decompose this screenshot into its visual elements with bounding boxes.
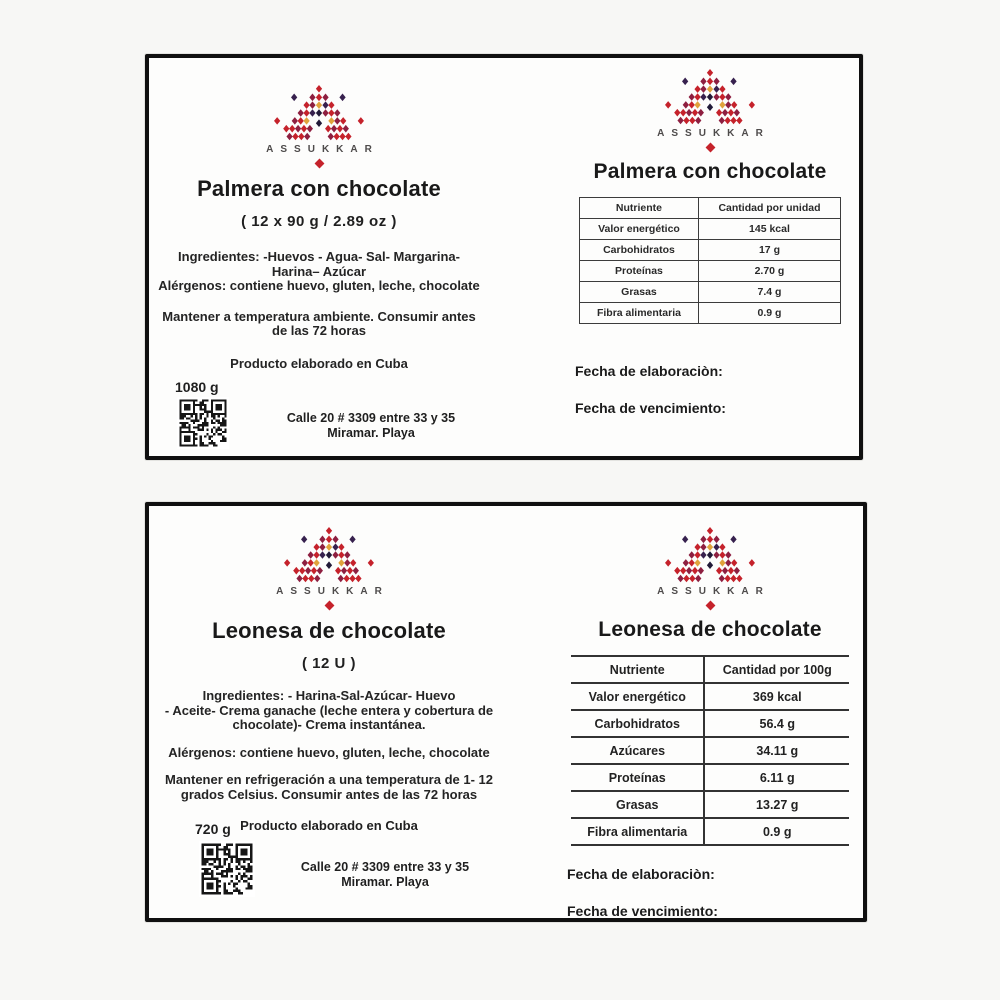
- storage-line: grados Celsius. Consumir antes de las 72 horas: [180, 786, 478, 802]
- fecha-vencimiento: Fecha de vencimiento:: [575, 400, 726, 416]
- leonesa-info-panel: [153, 506, 505, 918]
- storage-line: de las 72 horas: [272, 323, 366, 338]
- table-row: Fibra alimentaria 0.9 g: [571, 818, 849, 845]
- palmera-nutrition-panel: [561, 58, 859, 456]
- assukkar-logo-icon: [268, 84, 370, 142]
- fecha-elaboracion: Fecha de elaboraciòn:: [567, 866, 715, 882]
- col-header-cantidad: Cantidad por unidad: [698, 198, 840, 219]
- table-header-row: [571, 656, 849, 683]
- ingredients-line: chocolate)- Crema instantánea.: [232, 717, 426, 732]
- address-line: Miramar. Playa: [327, 426, 415, 440]
- brand-diamond-icon: [705, 601, 715, 611]
- qr-code-icon: [177, 397, 229, 449]
- qr-address-area: [153, 818, 505, 928]
- net-weight: 1080 g: [175, 379, 219, 395]
- brand-diamond-icon: [705, 143, 715, 153]
- product-title: Leonesa de chocolate: [212, 618, 446, 643]
- brand-wordmark: ASSUKKAR: [266, 144, 379, 155]
- assukkar-logo-icon: [278, 526, 380, 584]
- storage-line: Mantener a temperatura ambiente. Consumir antes: [162, 308, 476, 324]
- brand-diamond-icon: [324, 601, 334, 611]
- pack-size: ( 12 U ): [301, 655, 356, 672]
- ingredients-line: Harina– Azúcar: [271, 263, 367, 279]
- fecha-vencimiento: Fecha de vencimiento:: [567, 903, 718, 919]
- table-row: Valor energético 369 kcal: [571, 683, 849, 710]
- origin-block: [149, 357, 489, 372]
- nutrition-table: [579, 197, 841, 324]
- label-card-palmera: [145, 54, 863, 460]
- brand-wordmark: ASSUKKAR: [276, 586, 389, 597]
- col-header-nutriente: Nutriente: [571, 656, 704, 683]
- allergens-block: [153, 746, 505, 761]
- assukkar-logo-icon: [659, 526, 761, 584]
- address-line: Calle 20 # 3309 entre 33 y 35: [300, 860, 470, 874]
- ingredients-line: Ingredientes: -Huevos - Agua- Sal- Margarina-: [178, 249, 460, 264]
- origin-line: Producto elaborado en Cuba: [230, 355, 408, 371]
- table-row: Carbohidratos 17 g: [580, 240, 841, 261]
- table-row: Grasas 13.27 g: [571, 791, 849, 818]
- fecha-elaboracion: Fecha de elaboraciòn:: [575, 363, 723, 379]
- col-header-nutriente: Nutriente: [580, 198, 699, 219]
- address-block: [265, 860, 505, 890]
- nutrition-title: Leonesa de chocolate: [598, 618, 822, 641]
- brand-wordmark: ASSUKKAR: [657, 128, 770, 139]
- net-weight: 720 g: [195, 821, 231, 837]
- allergens-line: Alérgenos: contiene huevo, gluten, leche, chocolate: [168, 744, 490, 760]
- table-row: Proteínas 6.11 g: [571, 764, 849, 791]
- brand-diamond-icon: [314, 159, 324, 169]
- nutrition-table: [571, 655, 849, 846]
- table-header-row: [580, 198, 841, 219]
- brand-wordmark: ASSUKKAR: [657, 586, 770, 597]
- ingredients-line: Ingredientes: - Harina-Sal-Azúcar- Huevo: [202, 688, 456, 703]
- origin-line: Producto elaborado en Cuba: [240, 818, 418, 833]
- col-header-cantidad: Cantidad por 100g: [704, 656, 849, 683]
- table-row: Azúcares 34.11 g: [571, 737, 849, 764]
- storage-block: [149, 310, 489, 339]
- qr-code-icon: [199, 841, 255, 897]
- allergens-line: Alérgenos: contiene huevo, gluten, leche, chocolate: [158, 278, 480, 293]
- table-row: Grasas 7.4 g: [580, 282, 841, 303]
- label-card-leonesa: [145, 502, 867, 922]
- table-row: Valor energético 145 kcal: [580, 219, 841, 240]
- qr-address-area: [149, 375, 489, 475]
- palmera-info-panel: [149, 58, 489, 456]
- address-block: [251, 411, 491, 441]
- pack-size: ( 12 x 90 g / 2.89 oz ): [241, 213, 397, 230]
- product-title: Palmera con chocolate: [197, 176, 441, 201]
- leonesa-nutrition-panel: [559, 506, 861, 918]
- storage-line: Mantener en refrigeración a una temperatura de 1- 12: [165, 772, 493, 787]
- storage-block: [153, 773, 505, 802]
- table-row: Fibra alimentaria 0.9 g: [580, 303, 841, 324]
- table-row: Proteínas 2.70 g: [580, 261, 841, 282]
- ingredients-block: [153, 689, 505, 733]
- ingredients-line: - Aceite- Crema ganache (leche entera y cobertura de: [164, 702, 494, 718]
- table-row: Carbohidratos 56.4 g: [571, 710, 849, 737]
- address-line: Calle 20 # 3309 entre 33 y 35: [286, 411, 456, 425]
- assukkar-logo-icon: [659, 68, 761, 126]
- ingredients-block: [149, 250, 489, 294]
- address-line: Miramar. Playa: [341, 875, 429, 889]
- nutrition-title: Palmera con chocolate: [593, 160, 827, 183]
